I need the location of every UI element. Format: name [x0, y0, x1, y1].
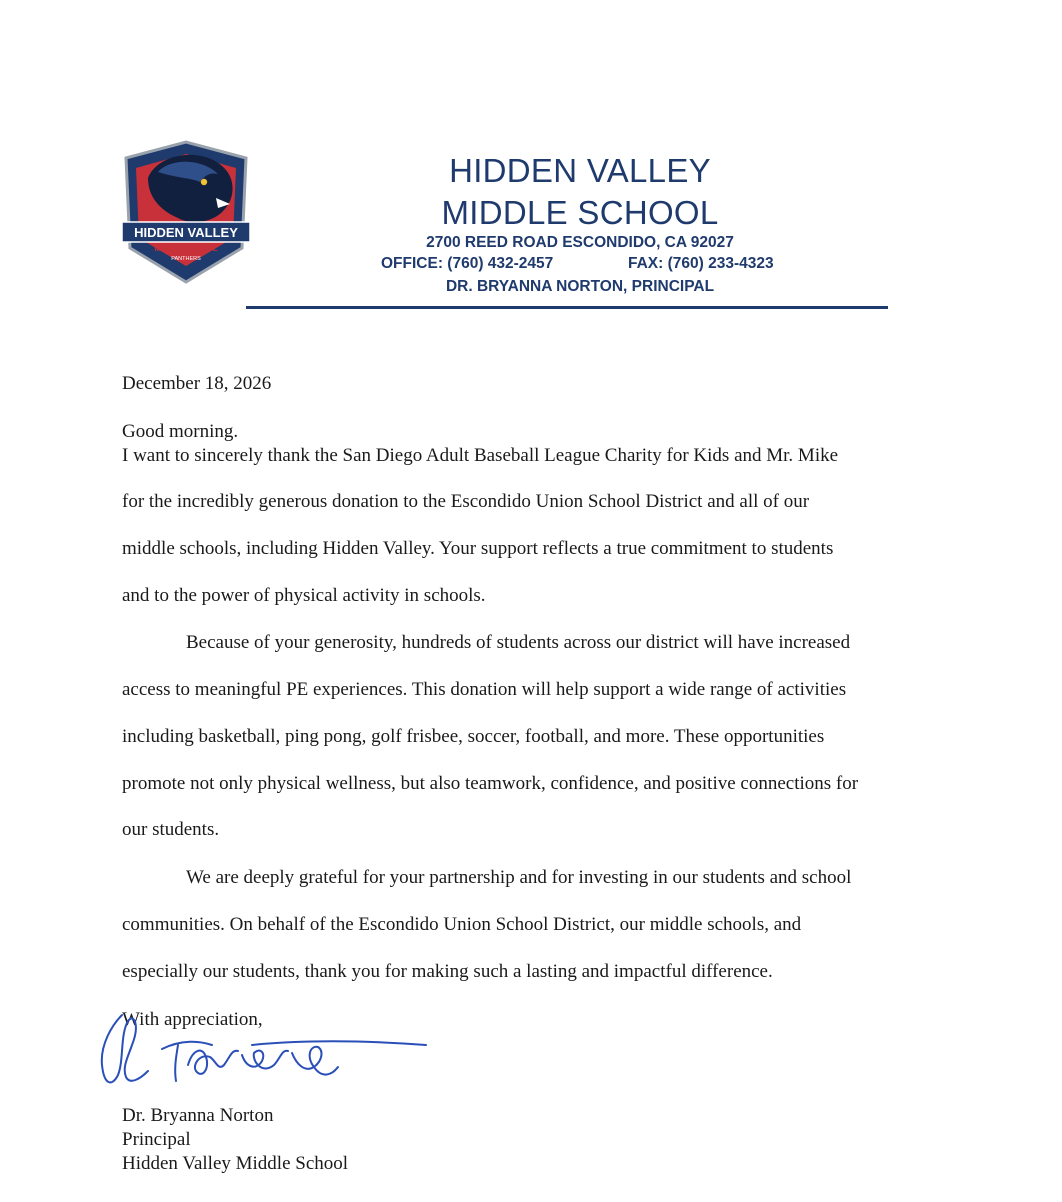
- school-name-line2: MIDDLE SCHOOL: [441, 194, 719, 231]
- school-address: 2700 REED ROAD ESCONDIDO, CA 92027: [426, 234, 734, 251]
- school-name-line1: HIDDEN VALLEY: [449, 152, 711, 189]
- logo-text-line2: MIDDLE SCHOOL: [154, 244, 218, 253]
- para2-line: Because of your generosity, hundreds of students across our district will have increased: [186, 632, 851, 653]
- letter-greeting: Good morning.: [122, 421, 239, 442]
- signer-school: Hidden Valley Middle School: [122, 1153, 349, 1174]
- para3-line: We are deeply grateful for your partnership and for investing in our students and school: [186, 867, 852, 888]
- para3-line: communities. On behalf of the Escondido Union School District, our middle schools, and: [122, 914, 802, 935]
- para1-line: middle schools, including Hidden Valley. Your support reflects a true commitment to students: [122, 538, 834, 559]
- para1-line: I want to sincerely thank the San Diego Adult Baseball League Charity for Kids and Mr. Mike: [122, 445, 839, 466]
- fax-number: FAX: (760) 233-4323: [628, 255, 774, 272]
- office-phone: OFFICE: (760) 432-2457: [381, 255, 554, 272]
- signer-title: Principal: [122, 1129, 191, 1150]
- panther-mascot-shield-logo: [118, 138, 254, 286]
- logo-text-line1: HIDDEN VALLEY: [134, 225, 238, 240]
- para3-line: especially our students, thank you for making such a lasting and impactful difference.: [122, 961, 773, 982]
- handwritten-signature: [92, 1005, 432, 1095]
- para1-line: and to the power of physical activity in schools.: [122, 585, 486, 606]
- school-name: [360, 150, 800, 234]
- letter-closing: With appreciation,: [122, 1009, 263, 1030]
- principal-line: DR. BRYANNA NORTON, PRINCIPAL: [445, 278, 715, 295]
- para2-line: access to meaningful PE experiences. This donation will help support a wide range of activities: [122, 679, 847, 700]
- logo-text-line3: PANTHERS: [171, 256, 201, 262]
- para1-line: for the incredibly generous donation to the Escondido Union School District and all of our: [122, 491, 810, 512]
- letter-date: December 18, 2026: [122, 373, 272, 394]
- para2-line: promote not only physical wellness, but also teamwork, confidence, and positive connections for: [122, 773, 859, 794]
- signer-name: Dr. Bryanna Norton: [122, 1105, 274, 1126]
- para2-line: our students.: [122, 819, 220, 840]
- para2-line: including basketball, ping pong, golf frisbee, soccer, football, and more. These opportunities: [122, 726, 825, 747]
- header-divider: [246, 306, 888, 309]
